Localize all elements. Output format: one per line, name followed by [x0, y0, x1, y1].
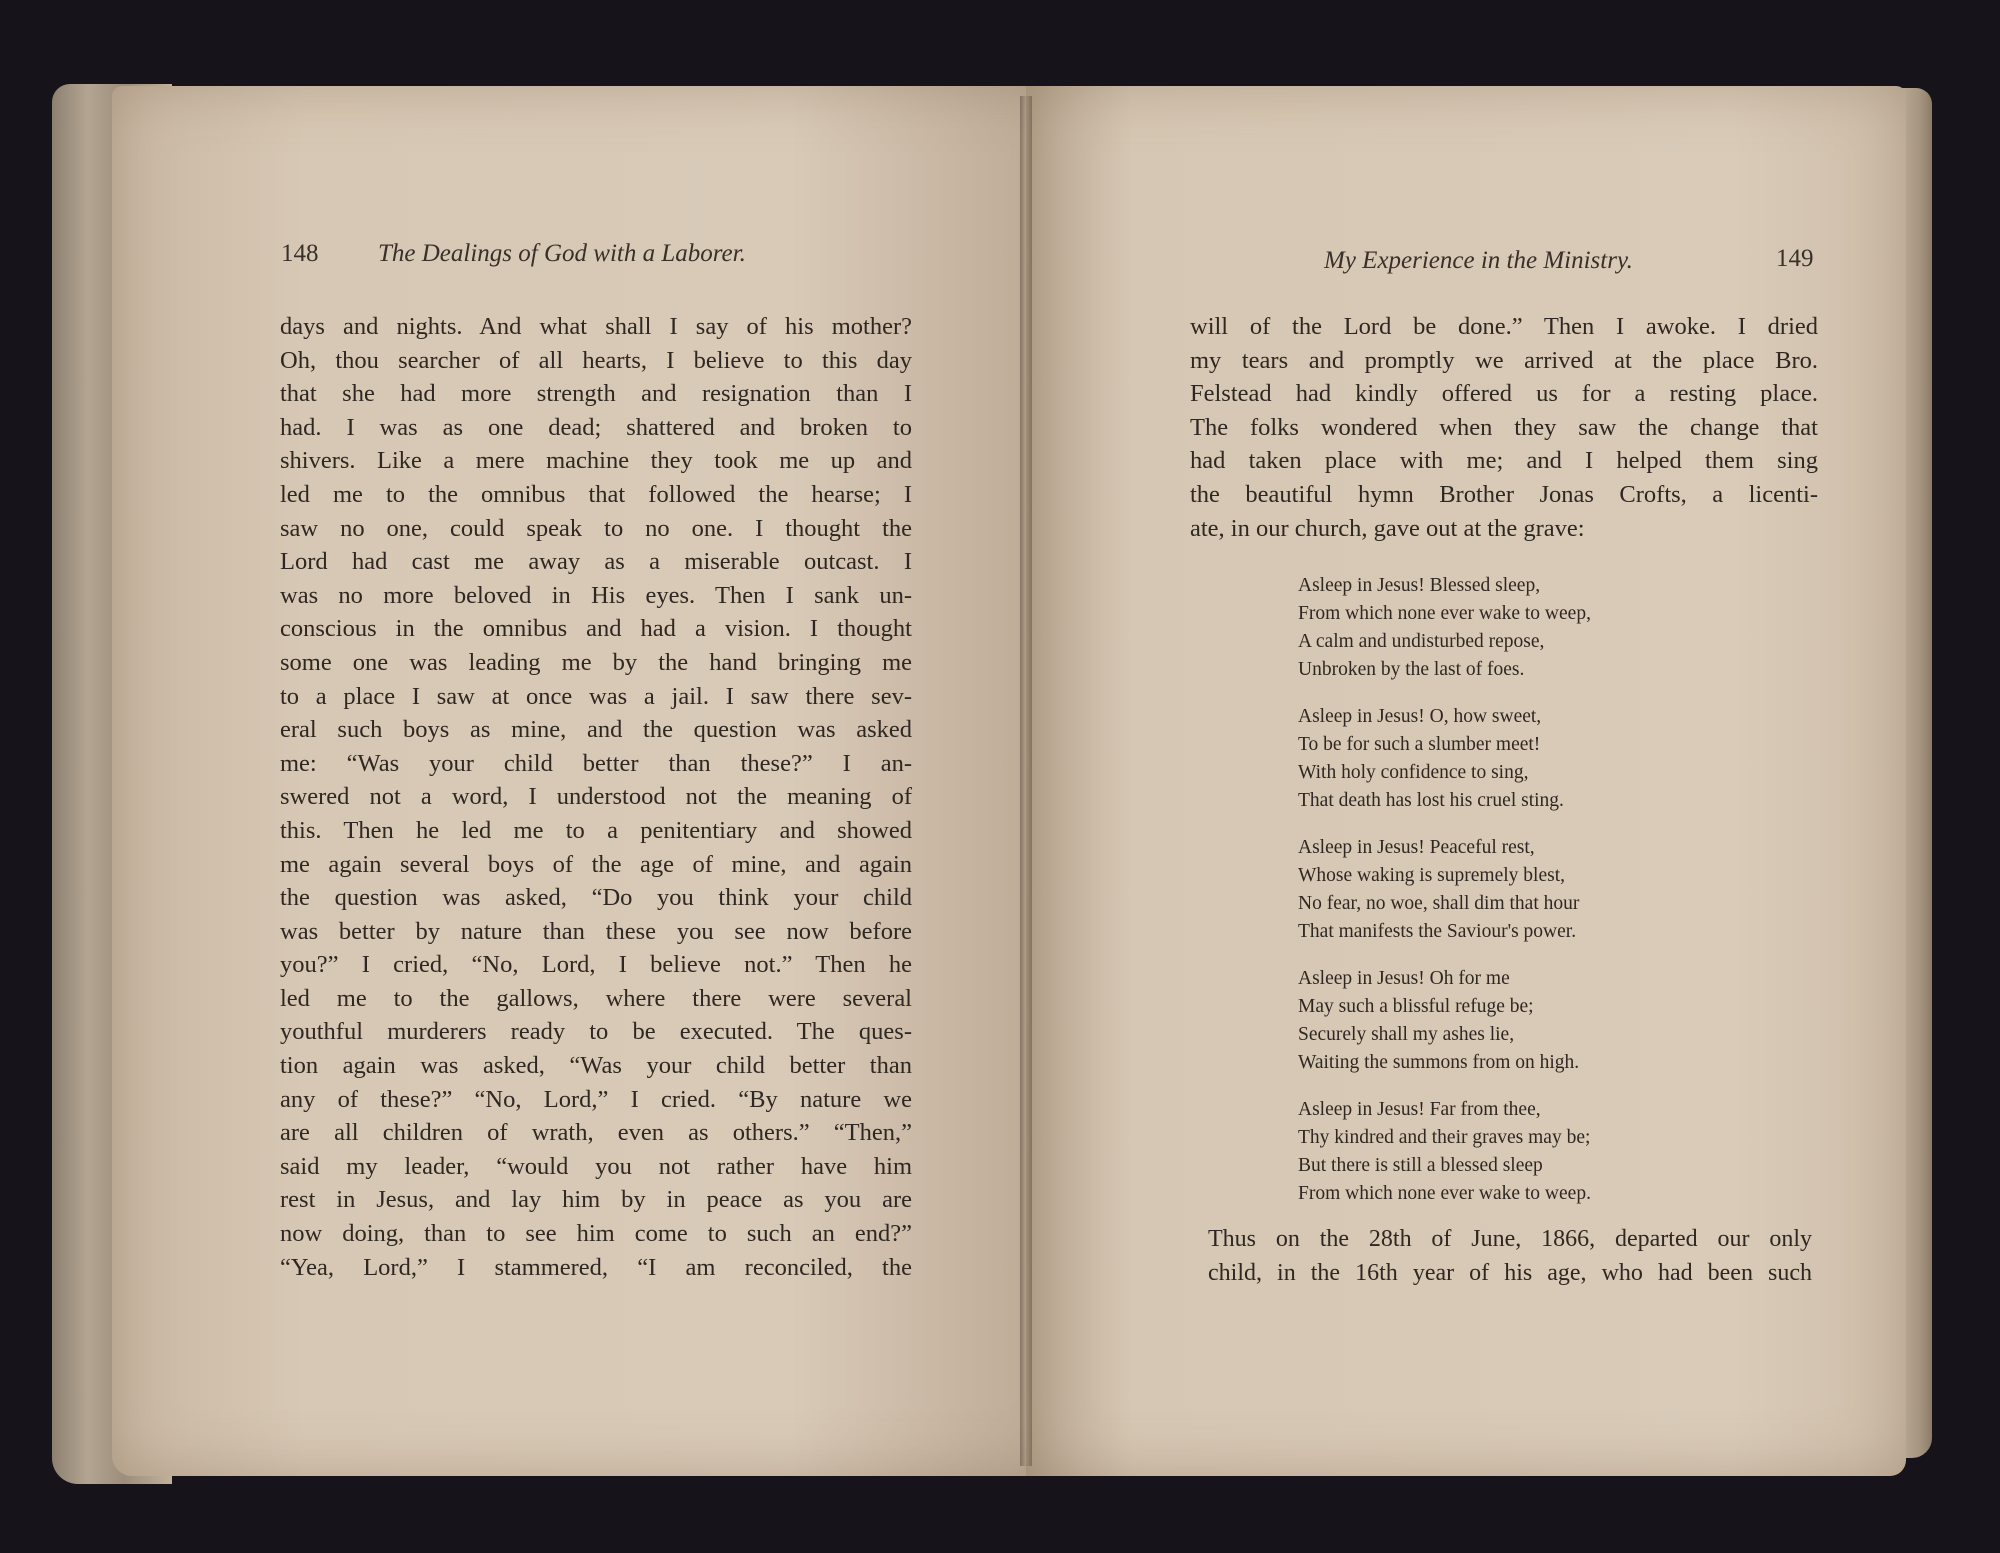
text-line: youthful murderers ready to be executed. The ques- — [280, 1018, 912, 1046]
hymn-line: With holy confidence to sing, — [1298, 762, 1529, 783]
right-page-intro — [1190, 310, 1818, 545]
hymn-line: Asleep in Jesus! Oh for me — [1298, 968, 1510, 989]
text-line: was no more beloved in His eyes. Then I sank un- — [280, 581, 912, 609]
hymn-stanza — [1298, 703, 1738, 815]
text-line: tion again was asked, “Was your child better than — [280, 1052, 912, 1080]
hymn-stanza — [1298, 965, 1738, 1077]
book-gutter — [1020, 96, 1032, 1466]
text-line: Lord had cast me away as a miserable outcast. I — [280, 548, 912, 576]
text-line: said my leader, “would you not rather have him — [280, 1152, 912, 1180]
text-line: you?” I cried, “No, Lord, I believe not.” Then he — [280, 951, 912, 979]
left-page-number: 148 — [281, 240, 319, 267]
hymn-line: Asleep in Jesus! Peaceful rest, — [1298, 837, 1535, 858]
text-line: The folks wondered when they saw the change that — [1190, 413, 1818, 441]
hymn-line: That manifests the Saviour's power. — [1298, 921, 1577, 942]
hymn-line: But there is still a blessed sleep — [1298, 1155, 1543, 1176]
text-line: child, in the 16th year of his age, who had been such — [1208, 1260, 1812, 1286]
text-line: my tears and promptly we arrived at the place Bro. — [1190, 346, 1818, 374]
text-line: Oh, thou searcher of all hearts, I believe to this day — [280, 346, 912, 374]
text-line: shivers. Like a mere machine they took me up and — [280, 447, 912, 475]
text-line: some one was leading me by the hand bringing me — [280, 648, 912, 676]
text-line: to a place I saw at once was a jail. I saw there sev- — [280, 682, 912, 710]
hymn-line: Securely shall my ashes lie, — [1298, 1024, 1515, 1045]
left-running-head: The Dealings of God with a Laborer. — [378, 240, 746, 267]
text-line: conscious in the omnibus and had a vision. I thought — [280, 615, 912, 643]
text-line: that she had more strength and resignation than I — [280, 380, 912, 408]
text-line: me: “Was your child better than these?” I an- — [280, 749, 912, 777]
text-line: me again several boys of the age of mine, and again — [280, 850, 912, 878]
text-line: now doing, than to see him come to such an end?” — [280, 1220, 912, 1248]
hymn-line: Asleep in Jesus! O, how sweet, — [1298, 706, 1542, 727]
hymn-line: Asleep in Jesus! Far from thee, — [1298, 1099, 1541, 1120]
hymn — [1298, 572, 1738, 1227]
left-page-body — [280, 310, 912, 1284]
hymn-line: Waiting the summons from on high. — [1298, 1052, 1580, 1073]
text-line: the beautiful hymn Brother Jonas Crofts, a licenti- — [1190, 480, 1818, 508]
text-line: the question was asked, “Do you think your child — [280, 884, 912, 912]
text-line: swered not a word, I understood not the meaning of — [280, 783, 912, 811]
text-line: had taken place with me; and I helped them sing — [1190, 447, 1818, 475]
text-line: rest in Jesus, and lay him by in peace as you are — [280, 1186, 912, 1214]
right-page-number: 149 — [1776, 245, 1814, 272]
hymn-line: May such a blissful refuge be; — [1298, 996, 1534, 1017]
hymn-line: To be for such a slumber meet! — [1298, 734, 1541, 755]
hymn-stanza — [1298, 1096, 1738, 1208]
text-line: this. Then he led me to a penitentiary and showed — [280, 816, 912, 844]
hymn-line: Whose waking is supremely blest, — [1298, 865, 1565, 886]
text-line: “Yea, Lord,” I stammered, “I am reconciled, the — [280, 1253, 912, 1281]
text-line: ate, in our church, gave out at the grave: — [1190, 514, 1585, 542]
hymn-line: No fear, no woe, shall dim that hour — [1298, 893, 1580, 914]
hymn-line: From which none ever wake to weep. — [1298, 1183, 1591, 1204]
hymn-line: Asleep in Jesus! Blessed sleep, — [1298, 575, 1541, 596]
text-line: was better by nature than these you see now before — [280, 917, 912, 945]
text-line: Thus on the 28th of June, 1866, departed our only — [1208, 1226, 1812, 1252]
hymn-line: Unbroken by the last of foes. — [1298, 659, 1525, 680]
hymn-stanza — [1298, 572, 1738, 684]
hymn-line: From which none ever wake to weep, — [1298, 603, 1591, 624]
text-line: days and nights. And what shall I say of his mother? — [280, 313, 912, 340]
hymn-stanza — [1298, 834, 1738, 946]
text-line: any of these?” “No, Lord,” I cried. “By nature we — [280, 1085, 912, 1113]
text-line: eral such boys as mine, and the question was asked — [280, 716, 912, 744]
text-line: will of the Lord be done.” Then I awoke. I dried — [1190, 313, 1818, 340]
text-line: are all children of wrath, even as others.” “Then,” — [280, 1119, 912, 1147]
text-line: Felstead had kindly offered us for a resting place. — [1190, 380, 1818, 408]
right-running-head: My Experience in the Ministry. — [1324, 247, 1633, 274]
hymn-line: A calm and undisturbed repose, — [1298, 631, 1545, 652]
text-line: had. I was as one dead; shattered and broken to — [280, 413, 912, 441]
closing-paragraph — [1178, 1222, 1812, 1290]
hymn-line: Thy kindred and their graves may be; — [1298, 1127, 1591, 1148]
text-line: saw no one, could speak to no one. I thought the — [280, 514, 912, 542]
text-line: led me to the omnibus that followed the hearse; I — [280, 480, 912, 508]
text-line: led me to the gallows, where there were several — [280, 984, 912, 1012]
hymn-line: That death has lost his cruel sting. — [1298, 790, 1564, 811]
